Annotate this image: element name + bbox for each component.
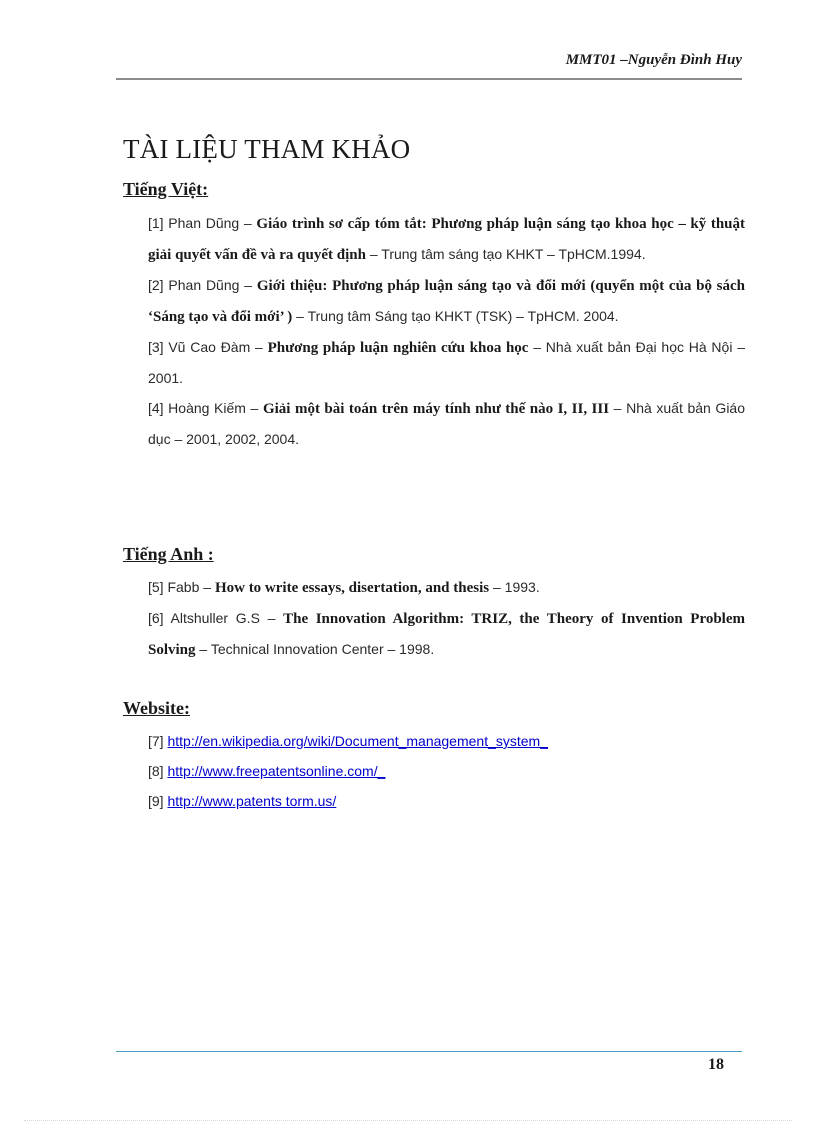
page-bottom-edge [24, 1120, 792, 1121]
reference-suffix: – Nhà xuất bản Giáo dục – 2001, 2002, 2004. [148, 400, 745, 447]
reference-title: Phương pháp luận nghiên cứu khoa học [267, 340, 529, 356]
reference-link[interactable]: http://www.patents torm.us/ [167, 793, 337, 809]
reference-title: Giáo trình sơ cấp tóm tắt: Phương pháp luận sáng tạo khoa học – kỹ thuật giải quyết vấn đề và ra quyết định [148, 216, 745, 263]
reference-prefix: [7] [148, 733, 168, 749]
section-heading-vietnamese-text: Tiếng Việt [123, 179, 203, 199]
reference-list-english [148, 572, 745, 665]
reference-prefix: [5] Fabb – [148, 579, 215, 595]
running-header: MMT01 –Nguyễn Đình Huy [565, 52, 742, 68]
reference-prefix: [6] Altshuller G.S – [148, 610, 284, 626]
reference-title: The Innovation Algorithm: TRIZ, the Theory of Invention Problem Solving [148, 611, 745, 658]
reference-prefix: [1] Phan Dũng – [148, 215, 257, 231]
reference-prefix: [8] [148, 763, 168, 779]
section-heading-english [123, 544, 214, 565]
page-number: 18 [708, 1056, 724, 1073]
reference-item-4 [148, 393, 745, 454]
reference-prefix: [3] Vũ Cao Đàm – [148, 339, 268, 355]
reference-item-3 [148, 332, 745, 393]
reference-title: Giải một bài toán trên máy tính như thế nào I, II, III [262, 401, 610, 417]
reference-item-9 [148, 786, 745, 816]
reference-item-5 [148, 572, 745, 603]
reference-item-2 [148, 270, 745, 332]
reference-suffix: – Nhà xuất bản Đại học Hà Nội – 2001. [148, 339, 745, 386]
footer-divider [116, 1051, 742, 1052]
reference-prefix: [4] Hoàng Kiếm – [148, 400, 263, 416]
section-heading-website-text: Website [123, 698, 184, 718]
reference-suffix: – Trung tâm sáng tạo KHKT – TpHCM.1994. [365, 246, 646, 262]
section-heading-english-text: Tiếng Anh [123, 544, 204, 564]
reference-link[interactable]: http://en.wikipedia.org/wiki/Document_management_system_ [167, 733, 548, 749]
reference-item-8 [148, 756, 745, 786]
section-heading-colon: : [202, 179, 209, 199]
section-heading-website [123, 698, 190, 719]
reference-item-7 [148, 726, 745, 756]
reference-suffix: – Trung tâm Sáng tạo KHKT (TSK) – TpHCM. 2004. [292, 308, 619, 324]
reference-prefix: [9] [148, 793, 168, 809]
reference-title: Giới thiệu: Phương pháp luận sáng tạo và đổi mới (quyển một của bộ sách ‘Sáng tạo và đổi mới’ ) [148, 278, 746, 325]
reference-list-vietnamese [148, 208, 745, 454]
section-heading-vietnamese [123, 179, 208, 200]
reference-title: How to write essays, disertation, and thesis [214, 580, 490, 596]
reference-suffix: – 1993. [489, 579, 540, 595]
reference-suffix: – Technical Innovation Center – 1998. [195, 641, 435, 657]
reference-item-1 [148, 208, 745, 270]
header-divider [116, 78, 742, 80]
reference-item-6 [148, 603, 745, 665]
section-heading-colon: : [184, 698, 190, 718]
page-title: TÀI LIỆU THAM KHẢO [123, 134, 411, 164]
section-heading-colon: : [203, 544, 214, 564]
reference-prefix: [2] Phan Dũng – [148, 277, 257, 293]
reference-link[interactable]: http://www.freepatentsonline.com/_ [167, 763, 386, 779]
reference-list-website [148, 726, 745, 816]
